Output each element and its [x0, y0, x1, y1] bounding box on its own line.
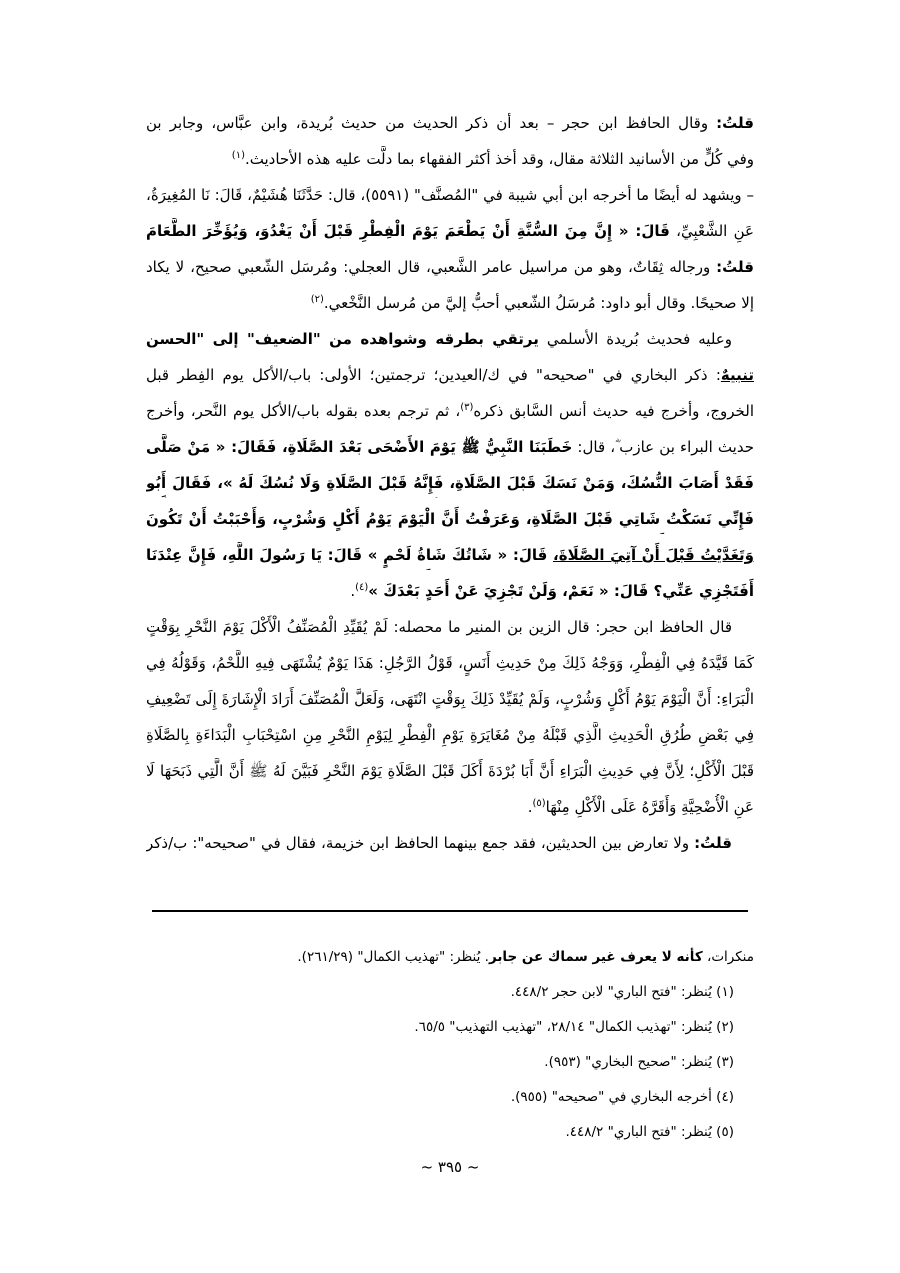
text-run: الخروج، وأخرج فيه حديث أنس السَّابق ذكره: [473, 402, 754, 420]
text-run: (٣) يُنظر: "صحيح البخاري" (٩٥٣).: [544, 1054, 734, 1070]
footnote-marker: (٤): [355, 582, 369, 593]
footnote-marker: (١): [231, 150, 245, 161]
footnote-marker: (٥): [532, 798, 546, 809]
underlined-bold-text: تنبيهٌ: [720, 366, 754, 384]
bold-text: خَطَبَنَا النَّبِيُّ ﷺ يَوْمَ الأَضْحَى بَعْدَ الصَّلَاةِ، فَقَالَ: « مَنْ صَلَّى: [146, 438, 573, 456]
text-run: وقال الحافظ ابن حجر – بعد أن ذكر الحديث من حديث بُريدة، وابن عبَّاس، وجابر بن: [146, 114, 709, 132]
text-run: .: [350, 582, 356, 600]
text-line: [146, 326, 754, 354]
text-run: وفي كُلٍّ من الأسانيد الثلاثة مقال، وقد أخذ أكثر الفقهاء بما دلَّت عليه هذه الأحاديث.: [244, 150, 754, 168]
underlined-bold-text: وَتَغَدَّيْتُ قَبْلَ أَنْ آتِيَ الصَّلَاةَ،: [553, 546, 754, 564]
text-line: [146, 650, 754, 678]
bold-text: قَالَ: « شَاتُكَ شَاةُ لَحْمٍ » قَالَ: يَا رَسُولَ اللَّهِ، فَإِنَّ عِنْدَنَا: [146, 546, 548, 564]
text-line: [146, 614, 754, 642]
text-line: [146, 362, 754, 390]
text-line: [146, 758, 754, 786]
text-run: الْبَرَاءِ: أَنَّ الْيَوْمَ يَوْمُ أَكْلٍ وَشُرْبٍ، وَلَمْ يُقَيِّدْ ذَلِكَ بِوَقْتٍ انْتَهَى، وَلَعَلَّ الْمُصَنِّفَ أَرَادَ الْإِشَارَةَ إِلَى تَضْعِيفِ: [146, 690, 754, 708]
text-run: عَنِ الشَّعْبِيِّ،: [669, 222, 754, 240]
footnote: [146, 1016, 734, 1040]
text-line: [146, 146, 754, 174]
text-run: (٥) يُنظر: "فتح الباري" ٤٤٨/٢.: [565, 1124, 734, 1140]
bold-text: قلتُ:: [716, 258, 754, 276]
text-line: [146, 254, 754, 282]
text-run: ورجاله ثِقَاتٌ، وهو من مراسيل عامر الشَّعبي، قال العجلي: ومُرسَل الشّعبي صحيح، لا يكاد: [146, 258, 711, 276]
text-line: [146, 470, 754, 498]
text-run: (٢) يُنظر: "تهذيب الكمال" ٢٨/١٤، "تهذيب التهذيب" ٦٥/٥.: [414, 1019, 734, 1035]
text-run: منكرات،: [702, 949, 754, 965]
bold-text: يرتقي بطرقه وشواهده من "الضعيف" إلى "الحسن: [146, 330, 539, 348]
text-line: [146, 398, 754, 426]
footnote-divider: [152, 910, 748, 912]
text-line: [146, 794, 754, 822]
bold-text: فَإِنِّي نَسَكْتُ شَاتِي قَبْلَ الصَّلَاةِ، وَعَرَفْتُ أَنَّ الْيَوْمَ يَوْمُ أَكْلٍ وَشُرْبٍ، وَأَحْبَبْتُ أَنْ تَكُونَ: [146, 510, 754, 528]
text-run: – ويشهد له أيضًا ما أخرجه ابن أبي شيبة في "المُصنَّف" (٥٥٩١)، قال: حَدَّثَنَا هُشَيْمٌ، قَالَ: نَا المُغِيرَةُ،: [146, 186, 754, 204]
text-run: وعليه فحديث بُريدة الأسلمي: [538, 330, 732, 348]
footnote: [146, 1051, 734, 1075]
bold-text: قلتُ:: [694, 834, 732, 852]
text-run: كَمَا قَيَّدَهُ فِي الْفِطْرِ، وَوَجْهُ ذَلِكَ مِنْ حَدِيثِ أَنَسٍ، قَوْلُ الرَّجُلِ: هَذَا يَوْمٌ يُشْتَهَى فِيهِ اللَّحْمُ، وَقَوْلُهُ فِي: [146, 654, 754, 672]
footnote: [146, 946, 754, 970]
text-line: [146, 830, 754, 858]
text-line: [146, 182, 754, 210]
bold-text: قَالَ: « إِنَّ مِنَ السُّنَّةِ أَنْ يَطْعَمَ يَوْمَ الْفِطْرِ قَبْلَ أَنْ يَغْدُوَ، وَيُؤَخِّرَ الطَّعَامَ: [146, 222, 670, 240]
text-line: [146, 578, 754, 606]
bold-text: كأنه لا يعرف غير سماك عن جابر: [488, 949, 703, 965]
text-line: [146, 110, 754, 138]
text-line: [146, 218, 754, 246]
text-line: [146, 542, 754, 570]
bold-text: قلتُ:: [716, 114, 754, 132]
footnote: [146, 1086, 734, 1110]
bold-text: فَقَدْ أَصَابَ النُّسُكَ، وَمَنْ نَسَكَ قَبْلَ الصَّلَاةِ، فَإِنَّهُ قَبْلَ الصَّلَاةِ وَلَا نُسُكَ لَهُ »، فَقَالَ أَبُو: [146, 474, 754, 492]
text-run: فِي بَعْضِ طُرُقِ الْحَدِيثِ الَّذِي قَبْلَهُ مِنْ مُغَايَرَةِ يَوْمِ الْفِطْرِ لِيَوْمِ النَّحْرِ مِنِ اسْتِحْبَابِ الْبَدَاءَةِ بِالصَّلَاةِ: [146, 726, 754, 744]
page-number: ~ ٣٩٥ ~: [420, 1158, 480, 1176]
text-run: (٤) أخرجه البخاري في "صحيحه" (٩٥٥).: [510, 1089, 734, 1105]
text-run: عَنِ الْأُضْحِيَّةِ وَأَقَرَّهُ عَلَى الْأَكْلِ مِنْهَا: [545, 798, 754, 816]
footnote: [146, 1121, 734, 1145]
text-run: : ذكر البخاري في "صحيحه" في ك/العيدين؛ ترجمتين؛ الأولى: باب/الأكل يوم الفِطر قبل: [146, 366, 721, 384]
text-run: قال الحافظ ابن حجر: قال الزين بن المنير ما محصله: لَمْ يُقَيِّدِ الْمُصَنِّفُ الْأَكْلَ يَوْمَ النَّحْرِ بِوَقْتٍ: [146, 618, 732, 636]
bold-text: أَفَتَجْزِي عَنِّي؟ قَالَ: « نَعَمْ، وَلَنْ تَجْزِيَ عَنْ أَحَدٍ بَعْدَكَ »: [368, 582, 754, 600]
text-run: (١) يُنظر: "فتح الباري" لابن حجر ٤٤٨/٢.: [510, 984, 734, 1000]
text-line: [146, 686, 754, 714]
footnote-marker: (٣): [460, 402, 474, 413]
text-run: قَبْلَ الْأَكْلِ؛ لِأَنَّ فِي حَدِيثِ الْبَرَاءِ أَنَّ أَبَا بُرْدَةَ أَكَلَ قَبْلَ الصَّلَاةِ يَوْمَ النَّحْرِ فَبَيَّنَ لَهُ ﷺ أَنَّ الَّتِي ذَبَحَهَا لَا: [146, 762, 754, 780]
text-run: ولا تعارض بين الحديثين، فقد جمع بينهما الحافظ ابن خزيمة، فقال في "صحيحه": ب/ذكر: [146, 834, 690, 852]
text-run: ، ثم ترجم بعده بقوله باب/الأكل يوم النَّحر، وأخرج: [146, 402, 461, 420]
text-run: حديث البراء بن عازب ؓ، قال:: [572, 438, 754, 456]
text-run: .: [527, 798, 533, 816]
text-run: . يُنظر: "تهذيب الكمال" (٢٦١/٢٩).: [297, 949, 489, 965]
text-line: [146, 290, 754, 318]
text-line: [146, 434, 754, 462]
text-line: [146, 722, 754, 750]
footnote: [146, 981, 734, 1005]
text-run: إلا صحيحًا. وقال أبو داود: مُرسَلُ الشّعبي أحبُّ إليَّ من مُرسل النَّخْعي.: [323, 294, 754, 312]
footnote-marker: (٢): [310, 294, 324, 305]
text-line: [146, 506, 754, 534]
